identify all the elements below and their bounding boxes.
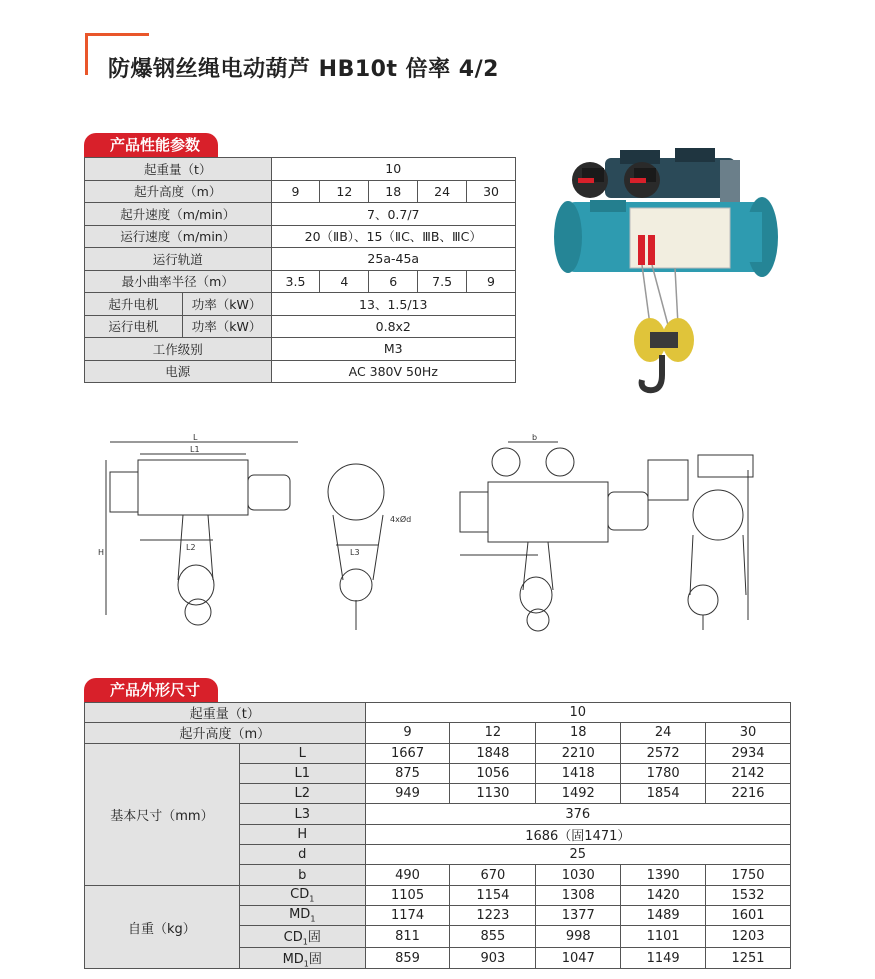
lift-height-value: 30 xyxy=(467,180,516,203)
dim-value: 1130 xyxy=(450,784,536,804)
dim-value: 949 xyxy=(365,784,450,804)
basic-dims-label: 基本尺寸（mm） xyxy=(85,743,240,885)
weight-label: 自重（kg） xyxy=(85,885,240,969)
hoist-product-image xyxy=(550,140,790,400)
weight-value: 1203 xyxy=(706,926,791,948)
weight-value: 998 xyxy=(536,926,621,948)
lift-motor-label: 起升电机 xyxy=(85,293,183,316)
travel-motor-label: 运行电机 xyxy=(85,315,183,338)
weight-name: $MD_1$固 xyxy=(239,947,365,969)
dims-section-tag: 产品外形尺寸 xyxy=(84,678,218,702)
dim-value: 376 xyxy=(365,804,790,824)
dim-name: d xyxy=(239,845,365,865)
dim-value: 1390 xyxy=(621,865,706,885)
dim-value: 2934 xyxy=(706,743,791,763)
duty-label: 工作级别 xyxy=(85,338,272,361)
page-title: 防爆钢丝绳电动葫芦 HB10t 倍率 4/2 xyxy=(108,57,499,82)
performance-table xyxy=(84,157,516,383)
weight-value: 1174 xyxy=(365,905,450,925)
lift-speed-value: 7、0.7/7 xyxy=(271,203,515,226)
weight-value: 1601 xyxy=(706,905,791,925)
technical-drawings xyxy=(98,430,778,635)
lift-height-value: 18 xyxy=(369,180,418,203)
dim-value: 1686（固1471） xyxy=(365,824,790,844)
drawing-label-L1: L1 xyxy=(190,445,200,454)
dim-value: 1848 xyxy=(450,743,536,763)
travel-speed-label: 运行速度（m/min） xyxy=(85,225,272,248)
travel-motor-power-value: 0.8x2 xyxy=(271,315,515,338)
dim-value: 1492 xyxy=(536,784,621,804)
dim-name: L2 xyxy=(239,784,365,804)
dims-capacity-value: 10 xyxy=(365,703,790,723)
dim-value: 25 xyxy=(365,845,790,865)
dim-value: 1030 xyxy=(536,865,621,885)
weight-value: 1154 xyxy=(450,885,536,905)
power-supply-value: AC 380V 50Hz xyxy=(271,360,515,383)
duty-value: M3 xyxy=(271,338,515,361)
dims-lift-height-value: 12 xyxy=(450,723,536,743)
lift-height-value: 9 xyxy=(271,180,320,203)
weight-value: 811 xyxy=(365,926,450,948)
weight-value: 1420 xyxy=(621,885,706,905)
dim-name: H xyxy=(239,824,365,844)
dims-lift-height-value: 30 xyxy=(706,723,791,743)
travel-motor-power-label: 功率（kW） xyxy=(182,315,271,338)
radius-label: 最小曲率半径（m） xyxy=(85,270,272,293)
weight-value: 1223 xyxy=(450,905,536,925)
capacity-value: 10 xyxy=(271,158,515,181)
lift-speed-label: 起升速度（m/min） xyxy=(85,203,272,226)
dims-lift-height-value: 9 xyxy=(365,723,450,743)
dim-value: 1418 xyxy=(536,763,621,783)
weight-name: $CD_1$ xyxy=(239,885,365,905)
dims-lift-height-value: 24 xyxy=(621,723,706,743)
radius-value: 6 xyxy=(369,270,418,293)
power-supply-label: 电源 xyxy=(85,360,272,383)
dim-value: 1780 xyxy=(621,763,706,783)
radius-value: 9 xyxy=(467,270,516,293)
dim-value: 1750 xyxy=(706,865,791,885)
lift-height-value: 12 xyxy=(320,180,369,203)
dim-name: L1 xyxy=(239,763,365,783)
lift-height-label: 起升高度（m） xyxy=(85,180,272,203)
weight-value: 1377 xyxy=(536,905,621,925)
drawing-label-d: 4xØd xyxy=(390,515,412,524)
dim-name: b xyxy=(239,865,365,885)
drawing-label-b: b xyxy=(532,433,538,442)
radius-value: 4 xyxy=(320,270,369,293)
radius-value: 3.5 xyxy=(271,270,320,293)
lift-motor-power-value: 13、1.5/13 xyxy=(271,293,515,316)
weight-value: 1251 xyxy=(706,947,791,969)
dim-value: 2572 xyxy=(621,743,706,763)
travel-speed-value: 20（ⅡB）、15（ⅡC、ⅢB、ⅢC） xyxy=(271,225,515,248)
dim-value: 875 xyxy=(365,763,450,783)
weight-value: 903 xyxy=(450,947,536,969)
dim-value: 490 xyxy=(365,865,450,885)
lift-height-value: 24 xyxy=(418,180,467,203)
drawing-label-H: H xyxy=(98,548,105,557)
weight-value: 1489 xyxy=(621,905,706,925)
drawing-label-L2: L2 xyxy=(186,543,196,552)
dim-value: 1056 xyxy=(450,763,536,783)
lift-motor-power-label: 功率（kW） xyxy=(182,293,271,316)
capacity-label: 起重量（t） xyxy=(85,158,272,181)
weight-value: 1105 xyxy=(365,885,450,905)
dim-value: 1854 xyxy=(621,784,706,804)
dim-value: 2142 xyxy=(706,763,791,783)
weight-name: $CD_1$固 xyxy=(239,926,365,948)
dims-lift-height-label: 起升高度（m） xyxy=(85,723,366,743)
weight-value: 855 xyxy=(450,926,536,948)
weight-value: 1047 xyxy=(536,947,621,969)
track-value: 25a-45a xyxy=(271,248,515,271)
track-label: 运行轨道 xyxy=(85,248,272,271)
dims-lift-height-value: 18 xyxy=(536,723,621,743)
dim-name: L3 xyxy=(239,804,365,824)
dim-value: 670 xyxy=(450,865,536,885)
dimensions-table xyxy=(84,702,791,969)
drawing-label-L: L xyxy=(193,433,198,442)
perf-section-tag: 产品性能参数 xyxy=(84,133,218,157)
weight-value: 1149 xyxy=(621,947,706,969)
weight-value: 1101 xyxy=(621,926,706,948)
drawing-label-L3: L3 xyxy=(350,548,360,557)
dims-capacity-label: 起重量（t） xyxy=(85,703,366,723)
weight-value: 859 xyxy=(365,947,450,969)
dim-value: 1667 xyxy=(365,743,450,763)
dim-name: L xyxy=(239,743,365,763)
dim-value: 2216 xyxy=(706,784,791,804)
weight-value: 1308 xyxy=(536,885,621,905)
weight-name: $MD_1$ xyxy=(239,905,365,925)
radius-value: 7.5 xyxy=(418,270,467,293)
weight-value: 1532 xyxy=(706,885,791,905)
dim-value: 2210 xyxy=(536,743,621,763)
